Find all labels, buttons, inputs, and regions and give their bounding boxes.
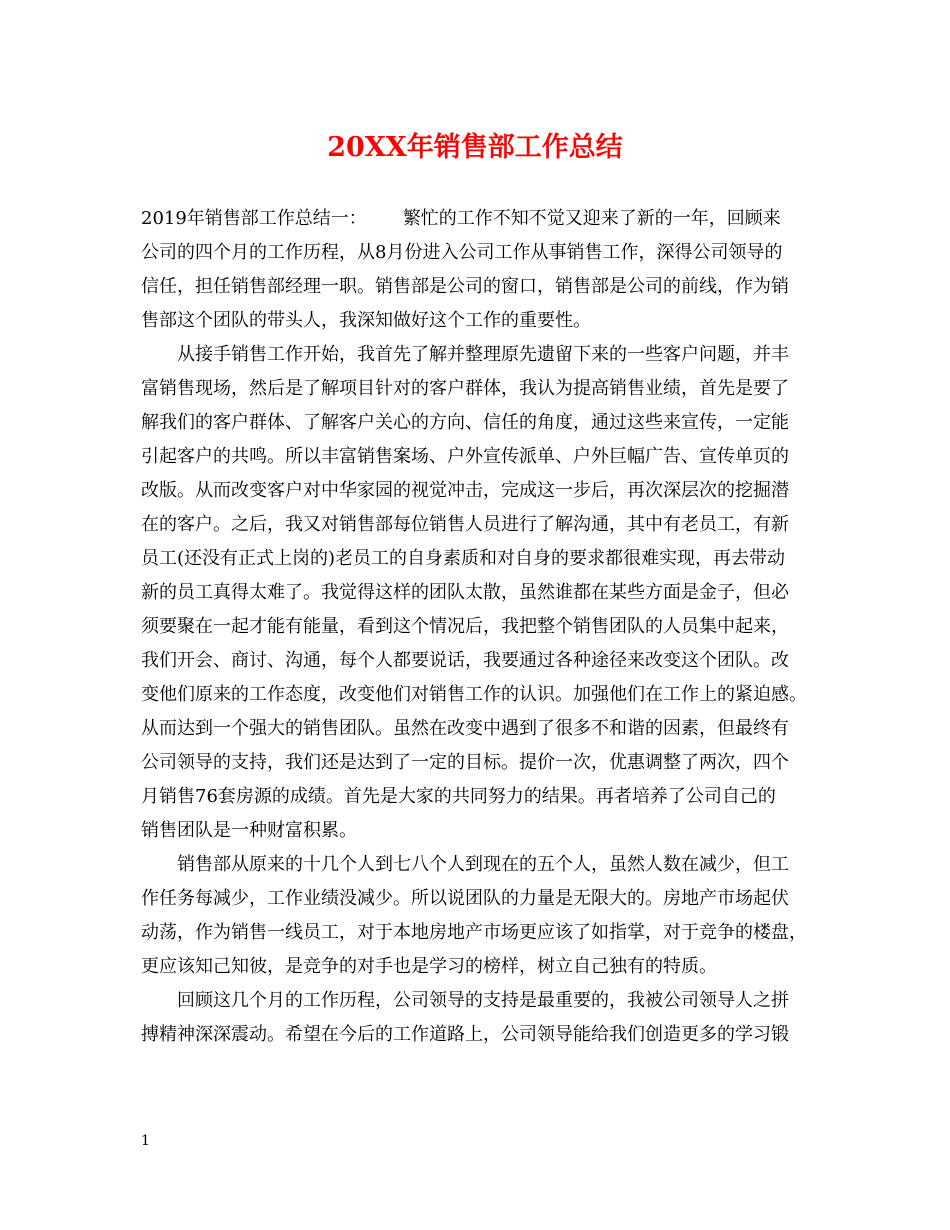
text-line: 我们开会、商讨、沟通，每个人都要说话，我要通过各种途径来改变这个团队。改 [141,650,789,671]
text-line: 回顾这几个月的工作历程，公司领导的支持是最重要的，我被公司领导人之拼 [177,990,789,1011]
page-number: 1 [141,1133,150,1149]
line-text: 繁忙的工作不知不觉又迎来了新的一年，回顾来 [402,208,781,229]
text-line [141,202,821,236]
document-body [141,202,821,1052]
text-line: 从接手销售工作开始，我首先了解并整理原先遗留下来的一些客户问题，并丰 [177,344,789,365]
text-line: 改版。从而改变客户对中华家园的视觉冲击，完成这一步后，再次深层次的挖掘潜 [141,480,789,501]
text-line: 新的员工真得太难了。我觉得这样的团队太散，虽然谁都在某些方面是金子，但必 [141,582,789,603]
document-title: 20XX年销售部工作总结 [327,132,623,163]
text-line: 富销售现场，然后是了解项目针对的客户群体，我认为提高销售业绩，首先是要了 [141,378,789,399]
text-line: 售部这个团队的带头人，我深知做好这个工作的重要性。 [141,310,591,331]
text-line: 员工(还没有正式上岗的)老员工的自身素质和对自身的要求都很难实现，再去带动 [141,548,786,569]
text-line: 从而达到一个强大的销售团队。虽然在改变中遇到了很多不和谐的因素，但最终有 [141,718,789,739]
text-line: 引起客户的共鸣。所以丰富销售案场、户外宣传派单、户外巨幅广告、宣传单页的 [141,446,789,467]
text-line: 解我们的客户群体、了解客户关心的方向、信任的角度，通过这些来宣传，一定能 [141,412,789,433]
text-line: 在的客户。之后，我又对销售部每位销售人员进行了解沟通，其中有老员工，有新 [141,514,789,535]
text-line: 月销售76套房源的成绩。首先是大家的共同努力的结果。再者培养了公司自己的 [141,786,776,807]
text-line: 销售团队是一种财富积累。 [141,820,357,841]
text-line: 搏精神深深震动。希望在今后的工作道路上，公司领导能给我们创造更多的学习锻 [141,1024,789,1045]
text-line: 公司的四个月的工作历程，从8月份进入公司工作从事销售工作，深得公司领导的 [141,242,783,263]
text-line: 公司领导的支持，我们还是达到了一定的目标。提价一次，优惠调整了两次，四个 [141,752,789,773]
text-line: 更应该知己知彼，是竞争的对手也是学习的榜样，树立自己独有的特质。 [141,956,717,977]
text-line: 变他们原来的工作态度，改变他们对销售工作的认识。加强他们在工作上的紧迫感。 [141,684,807,705]
text-line: 销售部从原来的十几个人到七八个人到现在的五个人，虽然人数在减少，但工 [177,854,789,875]
text-line: 作任务每减少，工作业绩没减少。所以说团队的力量是无限大的。房地产市场起伏 [141,888,789,909]
section-heading: 2019年销售部工作总结一： [141,208,367,229]
text-line: 信任，担任销售部经理一职。销售部是公司的窗口，销售部是公司的前线，作为销 [141,276,789,297]
text-line: 动荡，作为销售一线员工，对于本地房地产市场更应该了如指掌，对于竞争的楼盘， [141,922,807,943]
text-line: 须要聚在一起才能有能量，看到这个情况后，我把整个销售团队的人员集中起来， [141,616,789,637]
